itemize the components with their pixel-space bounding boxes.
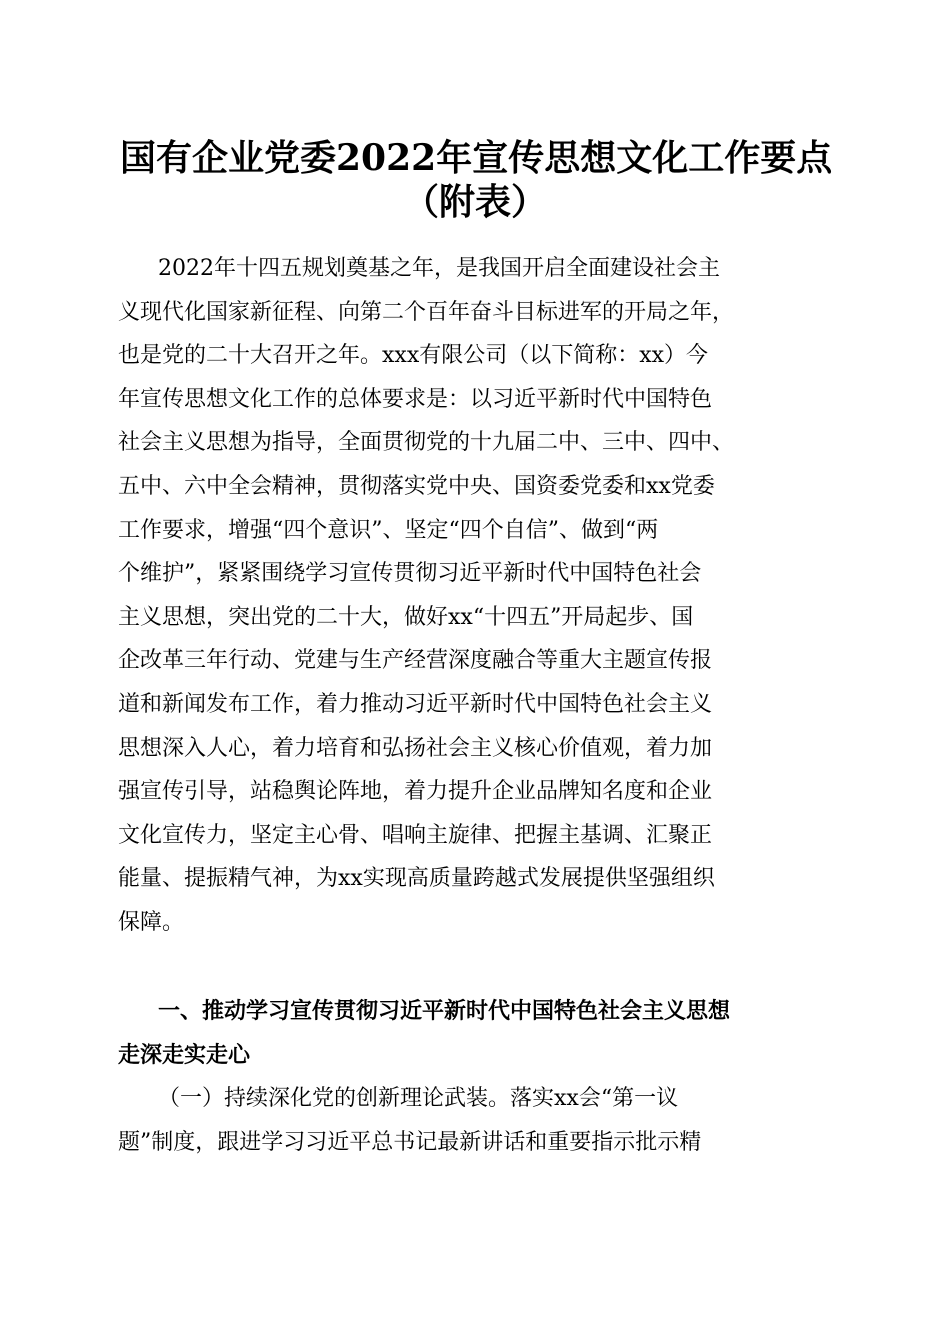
intro-paragraph [118, 247, 858, 945]
paragraph-line: 企改革三年行动、党建与生产经营深度融合等重大主题宣传报 [118, 648, 713, 674]
paragraph-line: 保障。 [118, 909, 185, 935]
paragraph-line: 主义思想，突出党的二十大，做好xx“十四五”开局起步、国 [118, 604, 694, 630]
section-heading-1 [118, 990, 858, 1077]
heading-line: 一、推动学习宣传贯彻习近平新时代中国特色社会主义思想 [158, 999, 731, 1024]
document-subtitle: （附表） [402, 181, 547, 223]
paragraph-line: 2022年十四五规划奠基之年，是我国开启全面建设社会主 [158, 256, 720, 281]
paragraph-line: 道和新闻发布工作，着力推动习近平新时代中国特色社会主义 [118, 691, 713, 717]
paragraph-line: 年宣传思想文化工作的总体要求是：以习近平新时代中国特色 [118, 386, 713, 412]
paragraph-line: 题”制度，跟进学习习近平总书记最新讲话和重要指示批示精 [118, 1129, 702, 1155]
paragraph-line: 思想深入人心，着力培育和弘扬社会主义核心价值观，着力加 [118, 735, 713, 761]
paragraph-line: 义现代化国家新征程、向第二个百年奋斗目标进军的开局之年， [118, 299, 735, 325]
document-title: 国有企业党委2022年宣传思想文化工作要点 [120, 137, 833, 179]
subsection-paragraph-1 [118, 1077, 858, 1164]
paragraph-line: 个维护”，紧紧围绕学习宣传贯彻习近平新时代中国特色社会 [118, 561, 702, 587]
paragraph-line: 五中、六中全会精神，贯彻落实党中央、国资委党委和xx党委 [118, 473, 715, 499]
paragraph-line: 能量、提振精气神，为xx实现高质量跨越式发展提供坚强组织 [118, 866, 715, 892]
paragraph-line: （一）持续深化党的创新理论武装。落实xx会“第一议 [158, 1086, 679, 1111]
paragraph-line: 也是党的二十大召开之年。xxx有限公司（以下简称：xx）今 [118, 343, 709, 369]
paragraph-line: 文化宣传力，坚定主心骨、唱响主旋律、把握主基调、汇聚正 [118, 822, 713, 848]
paragraph-line: 强宣传引导，站稳舆论阵地，着力提升企业品牌知名度和企业 [118, 779, 713, 805]
paragraph-line: 工作要求，增强“四个意识”、坚定“四个自信”、做到“两 [118, 517, 659, 543]
paragraph-line: 社会主义思想为指导，全面贯彻党的十九届二中、三中、四中、 [118, 430, 735, 456]
heading-line: 走深走实走心 [118, 1042, 251, 1068]
